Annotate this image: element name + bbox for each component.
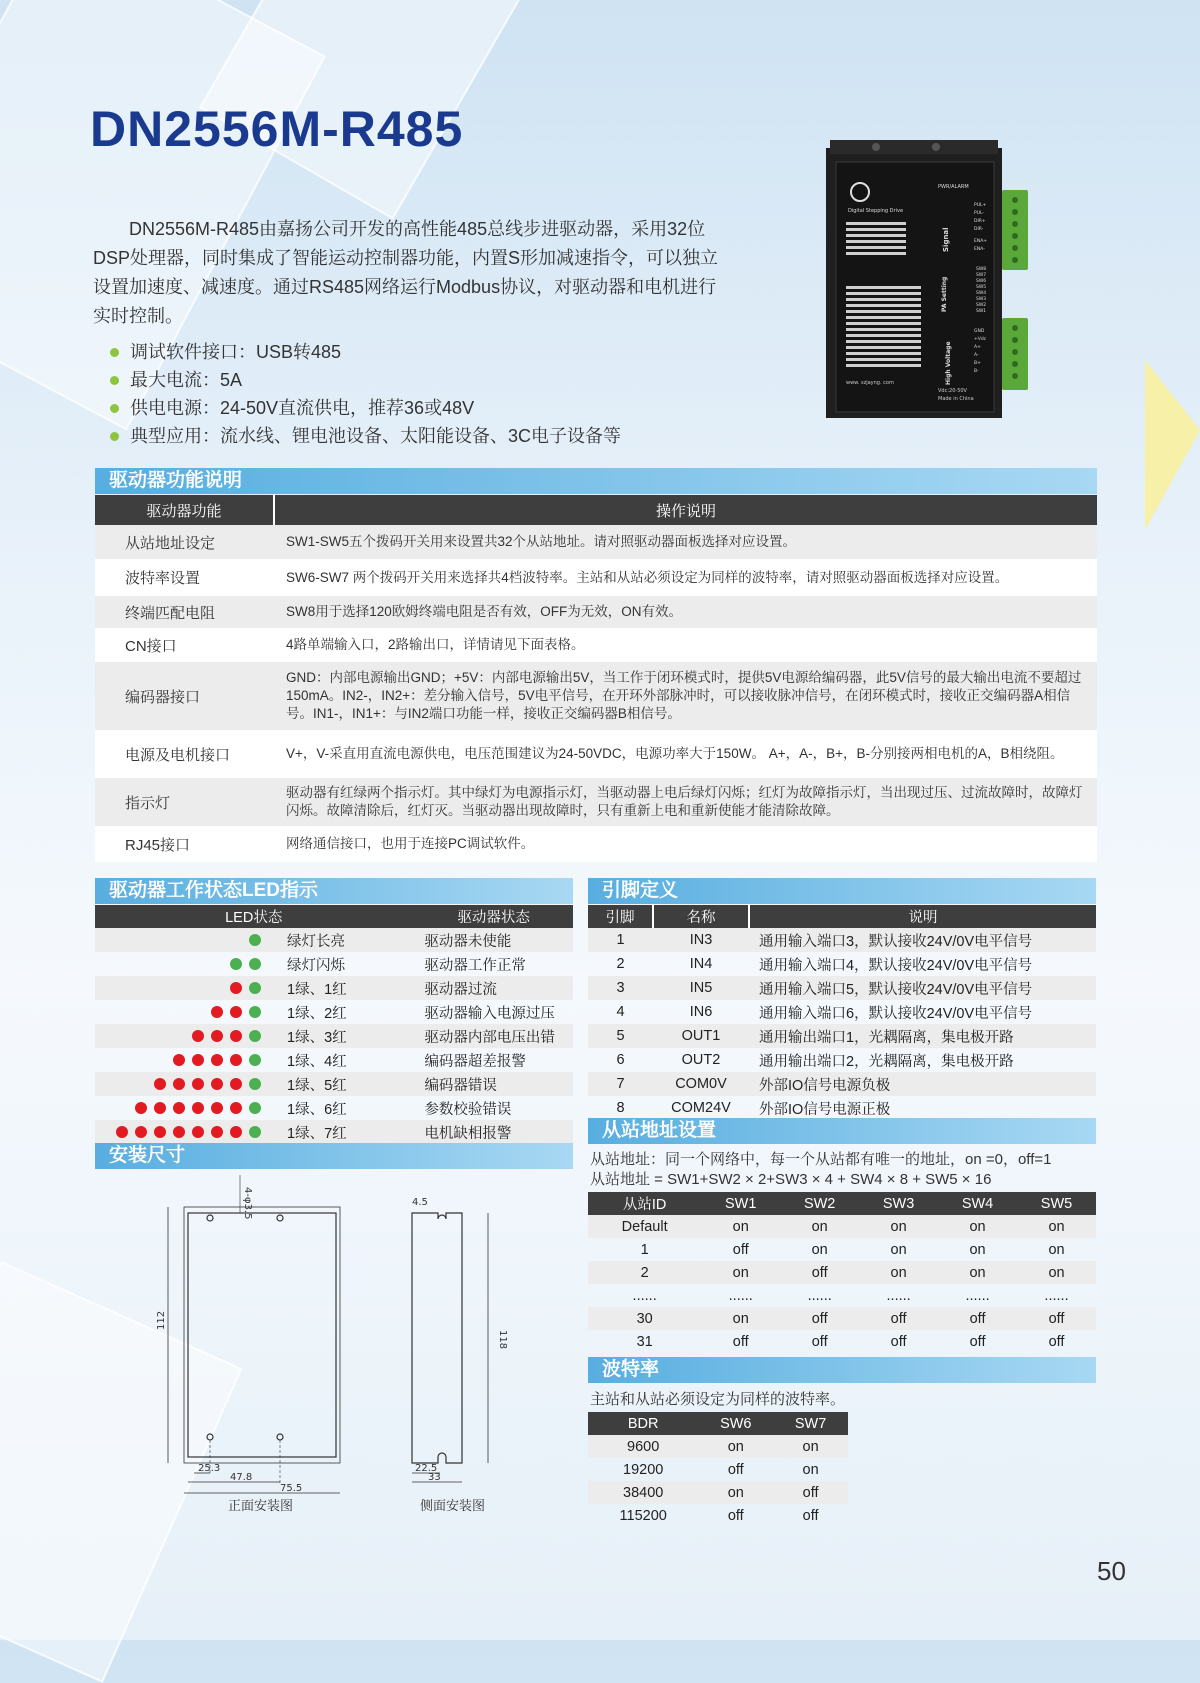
led-indicator bbox=[95, 1072, 267, 1096]
table-cell: on bbox=[859, 1261, 938, 1284]
red-led-icon bbox=[230, 1078, 242, 1090]
column-header: 说明 bbox=[749, 905, 1096, 928]
slave-table bbox=[588, 1192, 1096, 1353]
table-cell: ...... bbox=[1044, 1287, 1069, 1304]
table-row bbox=[588, 1000, 1096, 1024]
table-cell: off bbox=[802, 1507, 819, 1524]
red-led-icon bbox=[230, 982, 242, 994]
svg-text:PUL-: PUL- bbox=[974, 211, 985, 216]
pin-number: 6 bbox=[616, 1052, 625, 1068]
svg-text:Made in China: Made in China bbox=[938, 396, 974, 402]
led-status: 编码器超差报警 bbox=[424, 1053, 526, 1070]
red-led-icon bbox=[173, 1054, 185, 1066]
svg-text:4.5: 4.5 bbox=[412, 1197, 428, 1208]
table-row bbox=[95, 952, 573, 976]
table-cell: off bbox=[780, 1261, 859, 1284]
led-table bbox=[95, 905, 573, 1144]
red-led-icon bbox=[154, 1102, 166, 1114]
pin-name: IN6 bbox=[689, 1004, 713, 1020]
table-row bbox=[95, 1024, 573, 1048]
svg-text:SW4: SW4 bbox=[976, 291, 987, 296]
svg-text:ENA-: ENA- bbox=[974, 247, 985, 252]
pin-name: OUT2 bbox=[681, 1052, 721, 1068]
table-row bbox=[95, 525, 1097, 560]
red-led-icon bbox=[192, 1126, 204, 1138]
table-cell: on bbox=[1017, 1261, 1096, 1284]
page-title: DN2556M-R485 bbox=[90, 101, 464, 157]
red-led-icon bbox=[192, 1102, 204, 1114]
table-row bbox=[588, 976, 1096, 1000]
intro-paragraph: DN2556M-R485由嘉扬公司开发的高性能485总线步进驱动器，采用32位DSP处理器，同时集成了智能运动控制器功能，内置S形加减速指令，可以独立设置加速度、减速度。通过RS485网络运行Modbus协议，对驱动器和电机进行实时控制。 bbox=[93, 219, 719, 326]
svg-text:正面安装图: 正面安装图 bbox=[228, 1499, 294, 1514]
product-image bbox=[826, 140, 1032, 422]
pin-number: 4 bbox=[616, 1004, 625, 1020]
led-indicator bbox=[95, 1096, 267, 1120]
led-status: 参数校验错误 bbox=[424, 1101, 512, 1118]
svg-text:SW3: SW3 bbox=[976, 297, 987, 302]
table-row bbox=[95, 661, 1097, 731]
green-led-icon bbox=[249, 1102, 261, 1114]
table-cell: on bbox=[773, 1435, 848, 1458]
led-desc: 绿灯长亮 bbox=[267, 928, 412, 952]
pin-table bbox=[588, 905, 1096, 1120]
function-desc: V+，V-采直用直流电源供电，电压范围建议为24-50VDC，电源功率大于150W。 A+，A-，B+，B-分别接两相电机的A，B相绕阻。 bbox=[274, 731, 1097, 777]
table-row bbox=[588, 928, 1096, 952]
column-header: 操作说明 bbox=[274, 495, 1097, 525]
red-led-icon bbox=[230, 1006, 242, 1018]
table-row bbox=[588, 1284, 1096, 1307]
table-cell: on bbox=[890, 1241, 907, 1258]
svg-text:25.3: 25.3 bbox=[198, 1463, 221, 1474]
function-name: CN接口 bbox=[95, 629, 274, 661]
table-row bbox=[588, 1072, 1096, 1096]
table-cell: on bbox=[802, 1461, 819, 1478]
table-cell: ...... bbox=[807, 1287, 832, 1304]
table-cell: ...... bbox=[632, 1287, 657, 1304]
yellow-accent-shape bbox=[1145, 360, 1200, 530]
pin-name: COM24V bbox=[671, 1100, 731, 1116]
table-cell: on bbox=[938, 1261, 1017, 1284]
table-row bbox=[588, 1458, 848, 1481]
table-cell: ...... bbox=[965, 1287, 990, 1304]
table-row bbox=[95, 1072, 573, 1096]
table-cell: off bbox=[727, 1507, 744, 1524]
svg-text:B+: B+ bbox=[974, 361, 981, 366]
led-desc: 1绿、6红 bbox=[287, 1101, 347, 1118]
svg-text:SW1: SW1 bbox=[976, 309, 987, 314]
table-row bbox=[95, 731, 1097, 777]
svg-text:75.5: 75.5 bbox=[280, 1483, 303, 1494]
table-row bbox=[588, 1261, 1096, 1284]
led-indicator bbox=[95, 1000, 267, 1024]
svg-text:22.5: 22.5 bbox=[415, 1463, 438, 1474]
function-name: 波特率设置 bbox=[95, 560, 274, 595]
table-cell: off bbox=[780, 1307, 859, 1330]
feature-item: 典型应用：流水线、锂电池设备、太阳能设备、3C电子设备等 bbox=[110, 422, 621, 450]
table-row bbox=[95, 629, 1097, 661]
table-row bbox=[588, 1024, 1096, 1048]
table-row bbox=[95, 1096, 573, 1120]
section-header-function: 驱动器功能说明 bbox=[95, 468, 1097, 494]
column-header: SW3 bbox=[859, 1192, 938, 1215]
pin-number: 5 bbox=[588, 1024, 653, 1048]
function-name: 电源及电机接口 bbox=[95, 731, 274, 777]
svg-text:+Vdc: +Vdc bbox=[974, 337, 987, 342]
table-cell: on bbox=[1048, 1241, 1065, 1258]
table-cell: off bbox=[969, 1333, 986, 1350]
table-row bbox=[95, 1000, 573, 1024]
column-header: 从站ID bbox=[588, 1192, 701, 1215]
function-desc: 4路单端输入口，2路输出口，详情请见下面表格。 bbox=[274, 629, 1097, 661]
baud-table bbox=[588, 1412, 848, 1527]
table-cell: on bbox=[701, 1261, 780, 1284]
table-cell: on bbox=[698, 1435, 773, 1458]
green-led-icon bbox=[249, 982, 261, 994]
red-led-icon bbox=[230, 1102, 242, 1114]
table-cell: on bbox=[780, 1215, 859, 1238]
table-cell: ...... bbox=[728, 1287, 753, 1304]
section-header-baud: 波特率 bbox=[588, 1357, 1096, 1383]
pin-desc: 通用输入端口3，默认接收24V/0V电平信号 bbox=[749, 928, 1096, 952]
red-led-icon bbox=[192, 1030, 204, 1042]
svg-text:118: 118 bbox=[497, 1330, 508, 1350]
table-row bbox=[588, 1504, 848, 1527]
table-cell: off bbox=[811, 1333, 828, 1350]
green-led-icon bbox=[249, 1078, 261, 1090]
table-cell: off bbox=[732, 1241, 749, 1258]
pin-number: 1 bbox=[588, 928, 653, 952]
red-led-icon bbox=[211, 1054, 223, 1066]
table-cell: ...... bbox=[886, 1287, 911, 1304]
table-cell: 115200 bbox=[619, 1507, 667, 1524]
pin-desc: 通用输入端口6，默认接收24V/0V电平信号 bbox=[759, 1005, 1033, 1022]
table-row bbox=[95, 777, 1097, 827]
led-status: 驱动器输入电源过压 bbox=[424, 1005, 555, 1022]
red-led-icon bbox=[135, 1126, 147, 1138]
svg-text:High Voltage: High Voltage bbox=[945, 341, 952, 385]
column-header: SW5 bbox=[1017, 1192, 1096, 1215]
svg-text:33: 33 bbox=[428, 1472, 441, 1483]
slave-note: 从站地址：同一个网络中，每一个从站都有唯一的地址，on =0，off=1 bbox=[590, 1151, 1052, 1168]
table-row bbox=[588, 1238, 1096, 1261]
column-header: SW1 bbox=[701, 1192, 780, 1215]
svg-text:A-: A- bbox=[974, 353, 979, 358]
red-led-icon bbox=[154, 1126, 166, 1138]
red-led-icon bbox=[154, 1078, 166, 1090]
section-header-led: 驱动器工作状态LED指示 bbox=[95, 878, 573, 904]
feature-item: 调试软件接口：USB转485 bbox=[110, 338, 621, 366]
svg-text:Signal: Signal bbox=[942, 227, 950, 252]
svg-text:112: 112 bbox=[156, 1310, 167, 1330]
red-led-icon bbox=[211, 1126, 223, 1138]
table-cell: on bbox=[938, 1215, 1017, 1238]
led-status: 驱动器过流 bbox=[412, 976, 573, 1000]
table-cell: Default bbox=[588, 1215, 701, 1238]
led-desc: 1绿、4红 bbox=[287, 1053, 347, 1070]
table-cell: 38400 bbox=[588, 1481, 698, 1504]
table-row bbox=[95, 827, 1097, 861]
svg-text:ENA+: ENA+ bbox=[974, 239, 988, 244]
feature-list bbox=[110, 338, 621, 450]
green-led-icon bbox=[230, 958, 242, 970]
table-row bbox=[588, 1481, 848, 1504]
red-led-icon bbox=[211, 1078, 223, 1090]
table-cell: 30 bbox=[588, 1307, 701, 1330]
led-status: 驱动器工作正常 bbox=[424, 957, 526, 974]
svg-text:DIR+: DIR+ bbox=[974, 219, 986, 224]
table-row bbox=[95, 595, 1097, 629]
red-led-icon bbox=[211, 1102, 223, 1114]
function-desc: 网络通信接口，也用于连接PC调试软件。 bbox=[274, 827, 1097, 861]
table-cell: off bbox=[773, 1481, 848, 1504]
function-name: 终端匹配电阻 bbox=[95, 595, 274, 629]
table-row bbox=[588, 1096, 1096, 1120]
section-header-slave: 从站地址设置 bbox=[588, 1118, 1096, 1144]
column-header: LED状态 bbox=[95, 905, 412, 928]
led-indicator bbox=[95, 1048, 267, 1072]
column-header: SW2 bbox=[780, 1192, 859, 1215]
svg-text:DIR-: DIR- bbox=[974, 227, 984, 232]
svg-text:PWR/ALARM: PWR/ALARM bbox=[938, 184, 969, 190]
table-cell: 9600 bbox=[588, 1435, 698, 1458]
function-desc: SW6-SW7 两个拨码开关用来选择共4档波特率。主站和从站必须设定为同样的波特率，请对照驱动器面板选择对应设置。 bbox=[274, 560, 1097, 595]
function-desc: SW1-SW5五个拨码开关用来设置共32个从站地址。请对照驱动器面板选择对应设置。 bbox=[274, 525, 1097, 560]
green-led-icon bbox=[249, 1030, 261, 1042]
led-desc: 1绿、3红 bbox=[267, 1024, 412, 1048]
table-cell: 2 bbox=[588, 1261, 701, 1284]
table-cell: off bbox=[938, 1307, 1017, 1330]
table-cell: on bbox=[811, 1241, 828, 1258]
svg-text:SW2: SW2 bbox=[976, 303, 987, 308]
svg-text:4-φ3.5: 4-φ3.5 bbox=[242, 1187, 253, 1220]
led-desc: 绿灯闪烁 bbox=[287, 957, 345, 974]
table-cell: off bbox=[1017, 1307, 1096, 1330]
svg-text:Digital Stepping Drive: Digital Stepping Drive bbox=[848, 208, 904, 214]
red-led-icon bbox=[173, 1102, 185, 1114]
svg-text:SW6: SW6 bbox=[976, 279, 987, 284]
svg-text:Vdc:20-50V: Vdc:20-50V bbox=[938, 388, 967, 394]
table-cell: on bbox=[698, 1481, 773, 1504]
table-row bbox=[95, 560, 1097, 595]
led-status: 电机缺相报警 bbox=[412, 1120, 573, 1144]
green-led-icon bbox=[249, 1006, 261, 1018]
baud-note: 主站和从站必须设定为同样的波特率。 bbox=[590, 1391, 846, 1408]
pin-desc: 通用输入端口4，默认接收24V/0V电平信号 bbox=[759, 957, 1033, 974]
led-status: 驱动器内部电压出错 bbox=[412, 1024, 573, 1048]
table-cell: 19200 bbox=[623, 1461, 664, 1478]
section-header-install: 安装尺寸 bbox=[95, 1143, 573, 1169]
svg-text:47.8: 47.8 bbox=[230, 1472, 253, 1483]
table-cell: on bbox=[969, 1241, 986, 1258]
red-led-icon bbox=[173, 1126, 185, 1138]
pin-name: COM0V bbox=[653, 1072, 749, 1096]
table-row bbox=[95, 928, 573, 952]
table-cell: on bbox=[1017, 1215, 1096, 1238]
pin-desc: 外部IO信号电源正极 bbox=[759, 1101, 891, 1118]
svg-text:SW8: SW8 bbox=[976, 267, 987, 272]
led-indicator bbox=[95, 928, 267, 952]
column-header: SW4 bbox=[938, 1192, 1017, 1215]
red-led-icon bbox=[192, 1078, 204, 1090]
svg-text:PA Setting: PA Setting bbox=[941, 276, 948, 312]
red-led-icon bbox=[230, 1054, 242, 1066]
table-cell: 1 bbox=[640, 1241, 649, 1258]
pin-number: 2 bbox=[616, 956, 625, 972]
feature-item: 最大电流：5A bbox=[110, 366, 621, 394]
svg-text:www. szjayng. com: www. szjayng. com bbox=[846, 380, 894, 386]
function-desc: SW8用于选择120欧姆终端电阻是否有效，OFF为无效，ON有效。 bbox=[274, 595, 1097, 629]
column-header: 名称 bbox=[653, 905, 749, 928]
led-desc: 1绿、2红 bbox=[287, 1005, 347, 1022]
red-led-icon bbox=[211, 1030, 223, 1042]
green-led-icon bbox=[249, 1054, 261, 1066]
install-drawing bbox=[150, 1175, 550, 1515]
table-row bbox=[95, 976, 573, 1000]
table-cell: off bbox=[732, 1333, 749, 1350]
svg-text:GND: GND bbox=[974, 329, 985, 334]
led-indicator bbox=[95, 976, 267, 1000]
table-cell: 31 bbox=[636, 1333, 653, 1350]
pin-desc: 通用输出端口1，光耦隔离，集电极开路 bbox=[749, 1024, 1096, 1048]
pin-number: 3 bbox=[588, 976, 653, 1000]
green-led-icon bbox=[249, 934, 261, 946]
svg-text:B-: B- bbox=[974, 369, 979, 374]
page-number: 50 bbox=[1097, 1556, 1126, 1586]
pin-name: IN3 bbox=[653, 928, 749, 952]
table-cell: off bbox=[1048, 1333, 1065, 1350]
red-led-icon bbox=[173, 1078, 185, 1090]
led-desc: 1绿、5红 bbox=[267, 1072, 412, 1096]
red-led-icon bbox=[230, 1126, 242, 1138]
table-row bbox=[588, 1435, 848, 1458]
led-status: 驱动器未使能 bbox=[412, 928, 573, 952]
function-name: 编码器接口 bbox=[95, 661, 274, 731]
function-name: RJ45接口 bbox=[95, 827, 274, 861]
table-cell: on bbox=[701, 1307, 780, 1330]
pin-desc: 通用输入端口5，默认接收24V/0V电平信号 bbox=[749, 976, 1096, 1000]
svg-text:SW5: SW5 bbox=[976, 285, 987, 290]
table-row bbox=[588, 1215, 1096, 1238]
red-led-icon bbox=[192, 1054, 204, 1066]
table-row bbox=[588, 952, 1096, 976]
svg-text:SW7: SW7 bbox=[976, 273, 987, 278]
feature-item: 供电电源：24-50V直流供电，推荐36或48V bbox=[110, 394, 621, 422]
pin-name: OUT1 bbox=[653, 1024, 749, 1048]
led-indicator bbox=[95, 1120, 267, 1144]
table-row bbox=[588, 1307, 1096, 1330]
svg-text:侧面安装图: 侧面安装图 bbox=[420, 1499, 486, 1514]
led-indicator bbox=[95, 1024, 267, 1048]
table-cell: on bbox=[701, 1215, 780, 1238]
svg-text:A+: A+ bbox=[974, 345, 981, 350]
pin-desc: 外部IO信号电源负极 bbox=[749, 1072, 1096, 1096]
green-led-icon bbox=[249, 1126, 261, 1138]
led-desc: 1绿、7红 bbox=[267, 1120, 412, 1144]
table-cell: off bbox=[859, 1307, 938, 1330]
led-status: 编码器错误 bbox=[412, 1072, 573, 1096]
column-header: 引脚 bbox=[588, 905, 653, 928]
slave-formula: 从站地址 = SW1+SW2 × 2+SW3 × 4 + SW4 × 8 + SW5 × 16 bbox=[590, 1171, 992, 1188]
green-led-icon bbox=[249, 958, 261, 970]
table-cell: on bbox=[859, 1215, 938, 1238]
column-header: BDR bbox=[588, 1412, 698, 1435]
function-table bbox=[95, 495, 1097, 862]
svg-text:PUL+: PUL+ bbox=[974, 203, 987, 208]
column-header: 驱动器功能 bbox=[95, 495, 274, 525]
pin-number: 8 bbox=[616, 1100, 625, 1116]
pin-name: IN5 bbox=[653, 976, 749, 1000]
red-led-icon bbox=[211, 1006, 223, 1018]
table-row bbox=[95, 1120, 573, 1144]
function-desc: 驱动器有红绿两个指示灯。其中绿灯为电源指示灯，当驱动器上电后绿灯闪烁；红灯为故障指示灯，当出现过压、过流故障时，故障灯闪烁。故障清除后，红灯灭。当驱动器出现故障时，只有重新上电和重新使能才能清除故障。 bbox=[274, 777, 1097, 827]
red-led-icon bbox=[230, 1030, 242, 1042]
function-name: 指示灯 bbox=[95, 777, 274, 827]
pin-number: 7 bbox=[588, 1072, 653, 1096]
table-row bbox=[588, 1048, 1096, 1072]
table-cell: off bbox=[727, 1461, 744, 1478]
table-row bbox=[95, 1048, 573, 1072]
column-header: SW6 bbox=[698, 1412, 773, 1435]
column-header: SW7 bbox=[773, 1412, 848, 1435]
table-cell: off bbox=[890, 1333, 907, 1350]
table-row bbox=[588, 1330, 1096, 1353]
column-header: 驱动器状态 bbox=[412, 905, 573, 928]
red-led-icon bbox=[135, 1102, 147, 1114]
function-name: 从站地址设定 bbox=[95, 525, 274, 560]
pin-desc: 通用输出端口2，光耦隔离，集电极开路 bbox=[759, 1053, 1014, 1070]
led-indicator bbox=[95, 952, 267, 976]
pin-name: IN4 bbox=[689, 956, 713, 972]
red-led-icon bbox=[116, 1126, 128, 1138]
led-desc: 1绿、1红 bbox=[267, 976, 412, 1000]
section-header-pin: 引脚定义 bbox=[588, 878, 1096, 904]
function-desc: GND：内部电源输出GND；+5V：内部电源输出5V，当工作于闭环模式时，提供5V电源给编码器，此5V信号的最大输出电流不要超过150mA。IN2-，IN2+：差分输入信号，5V电平信号，在开环外部脉冲时，可以接收脉冲信号，在闭环模式时，接收正交编码器A相信号。IN1-，IN1+：与IN2端口功能一样，接收正交编码器B相信号。 bbox=[274, 661, 1097, 731]
